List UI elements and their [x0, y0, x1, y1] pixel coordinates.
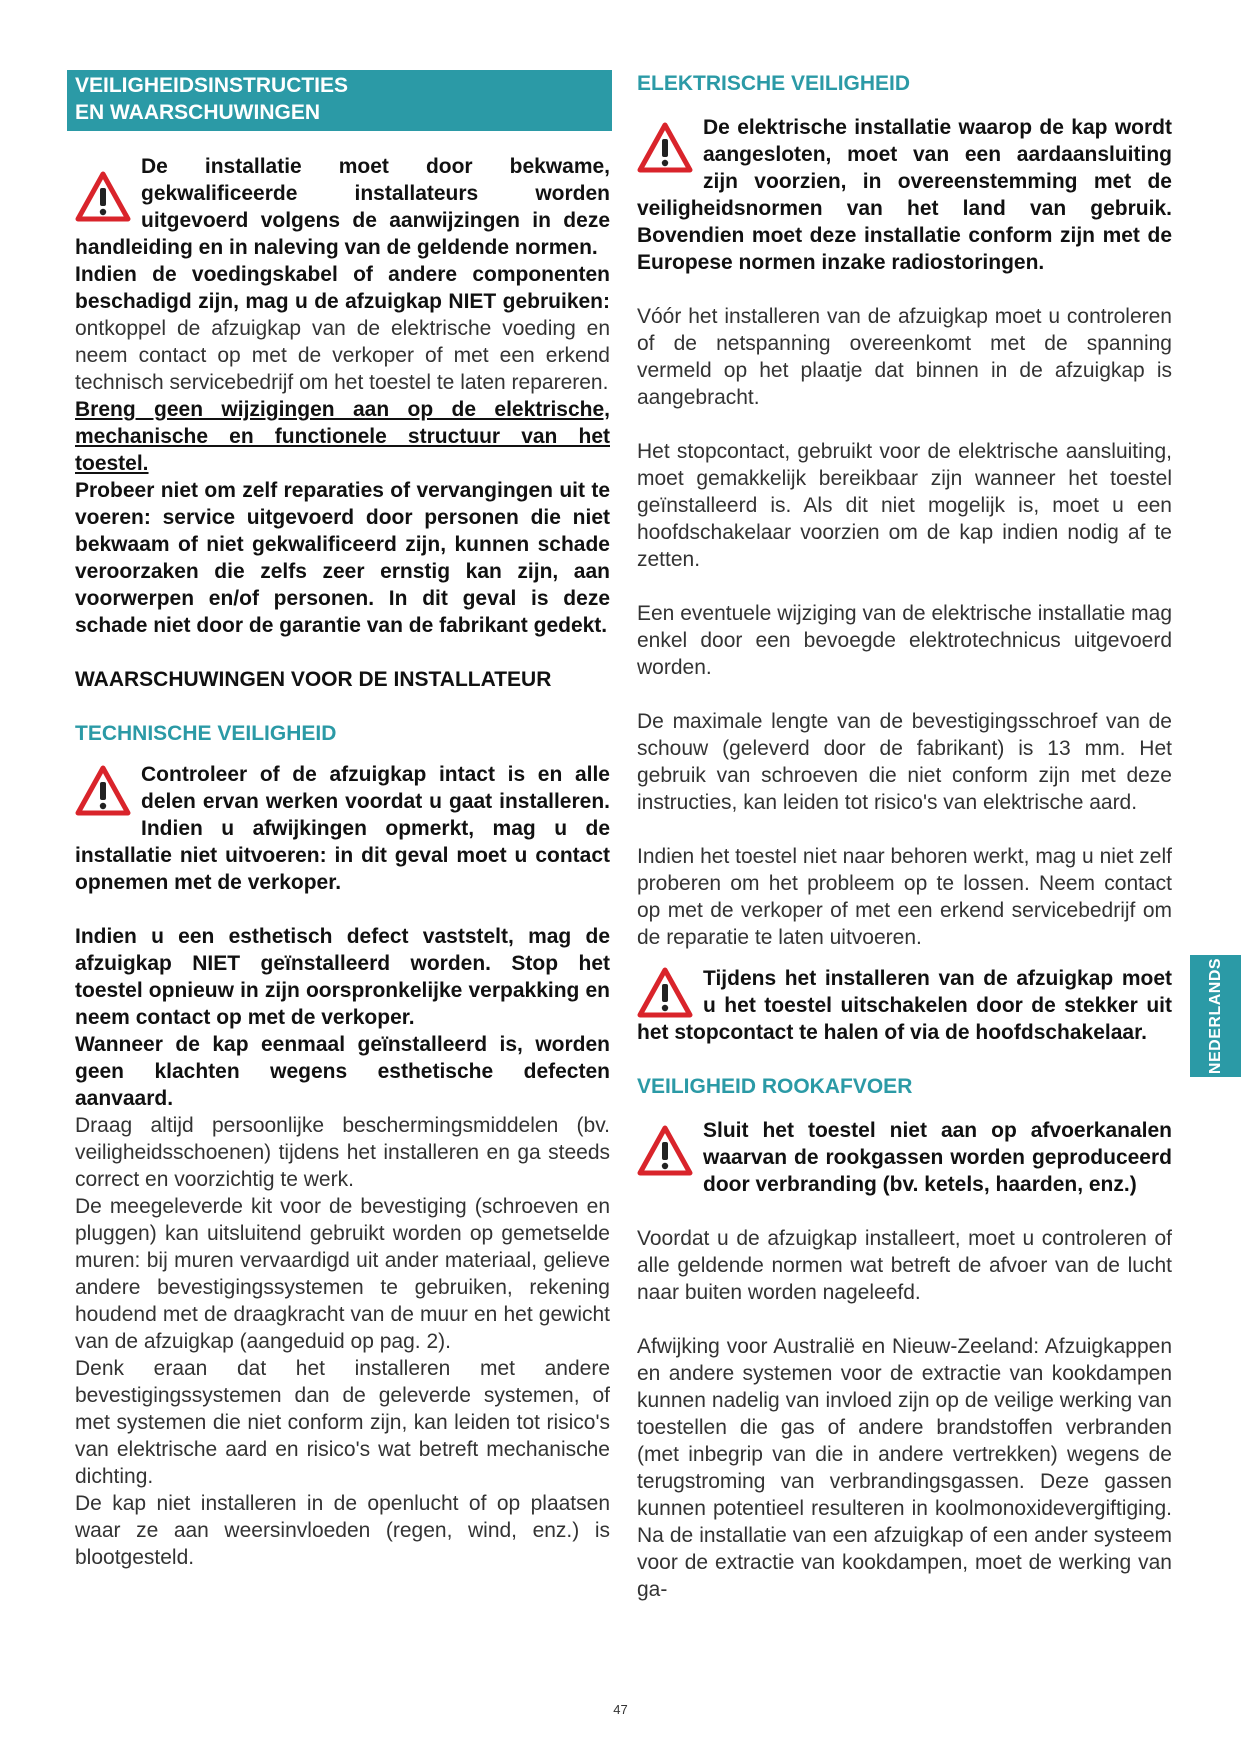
paragraph-malfunction: Indien het toestel niet naar behoren werkt, mag u niet zelf proberen om het probleem op te lossen. Neem contact op met de verkoper of met een erkend servicebedrijf om de reparatie te laten uitvoeren.: [637, 845, 1172, 949]
paragraph-damaged-cable: [75, 261, 610, 396]
banner-line-1: VEILIGHEIDSINSTRUCTIES: [75, 74, 349, 97]
heading-electrical-safety: ELEKTRISCHE VEILIGHEID: [637, 72, 911, 95]
paragraph-voltage: Vóór het installeren van de afzuigkap moet u controleren of de netspanning overeenkomt met de spanning vermeld op het plaatje dat binnen in de afzuigkap is aangebracht.: [637, 305, 1172, 409]
paragraph-other-fixing-systems: Denk eraan dat het installeren met andere bevestigingssystemen dan de geleverde systemen, of met systemen die niet conform zijn, kan leiden tot risico's van elektrische aard en risico's wat betreft mechanische dichting.: [75, 1357, 610, 1488]
warning-text: Sluit het toestel niet aan op afvoerkanalen waarvan de rookgassen worden geproduceerd door verbranding (bv. ketels, haarden, enz.): [703, 1119, 1172, 1196]
language-side-tab: [1190, 955, 1241, 1077]
paragraph-no-complaints: Wanneer de kap eenmaal geïnstalleerd is, worden geen klachten wegens esthetische defecten aanvaard.: [75, 1033, 610, 1110]
section-banner: [67, 70, 612, 131]
warning-text: De elektrische installatie waarop de kap wordt aangesloten, moet van een aardaansluiting zijn voorzien, in overeenstemming met de veiligheidsnormen van het land van gebruik. Bovendien moet deze installatie conform zijn met de Europese normen inzake radiostoringen.: [637, 116, 1172, 274]
warning-text: Controleer of de afzuigkap intact is en alle delen ervan werken voordat u gaat installeren. Indien u afwijkingen opmerkt, mag u de installatie niet uitvoeren: in dit geval moet u contact opnemen met de verkoper.: [75, 763, 610, 894]
warning-block-installation: [75, 153, 610, 261]
heading-installer-warnings: WAARSCHUWINGEN VOOR DE INSTALLATEUR: [75, 668, 552, 691]
right-column: [637, 70, 1172, 1603]
paragraph-aesthetic-defect: Indien u een esthetisch defect vaststelt, mag de afzuigkap NIET geïnstalleerd worden. Stop het toestel opnieuw in zijn oorspronkelijke verpakking en neem contact op met de verkoper.: [75, 925, 610, 1029]
text-light: ontkoppel de afzuigkap van de elektrische voeding en neem contact op met de verkoper of met een erkend technisch servicebedrijf om het toestel te laten repareren.: [75, 317, 610, 394]
banner-line-2: EN WAARSCHUWINGEN: [75, 101, 320, 124]
warning-triangle-icon: [75, 171, 131, 223]
paragraph-socket: Het stopcontact, gebruikt voor de elektrische aansluiting, moet gemakkelijk bereikbaar zijn wanneer het toestel geïnstalleerd is. Als dit niet mogelijk is, moet u een hoofdschakelaar voorzien om de kap indien nodig af te zetten.: [637, 440, 1172, 571]
warning-text: Tijdens het installeren van de afzuigkap moet u het toestel uitschakelen door de stekker uit het stopcontact te halen of via de hoofdschakelaar.: [637, 967, 1172, 1044]
paragraph-fixing-kit: De meegeleverde kit voor de bevestiging (schroeven en pluggen) kan uitsluitend gebruikt worden op gemetselde muren: bij muren vervaardigd uit ander materiaal, gelieve andere bevestigingssystemen te gebruiken, rekening houdend met de draagkracht van de muur en het gewicht van de afzuigkap (aangeduid op pag. 2).: [75, 1195, 610, 1353]
paragraph-screw-length: De maximale lengte van de bevestigingsschroef van de schouw (geleverd door de fabrikant) is 13 mm. Het gebruik van schroeven die niet conform zijn met deze instructies, kan leiden tot risico's van elektrische aard.: [637, 710, 1172, 814]
language-label: NEDERLANDS: [1206, 957, 1224, 1075]
warning-block-grounding: [637, 114, 1172, 276]
warning-block-intact: [75, 761, 610, 896]
paragraph-air-norms: Voordat u de afzuigkap installeert, moet u controleren of alle geldende normen wat betreft de afvoer van de lucht naar buiten worden nageleefd.: [637, 1227, 1172, 1304]
left-column: [75, 70, 610, 1571]
page-number: 47: [613, 1702, 628, 1717]
paragraph-protective-equipment: Draag altijd persoonlijke beschermingsmiddelen (bv. veiligheidsschoenen) tijdens het installeren en ga steeds correct en voorzichtig te werk.: [75, 1114, 610, 1191]
warning-block-flue: [637, 1117, 1172, 1198]
warning-triangle-icon: [637, 1125, 693, 1177]
paragraph-outdoor: De kap niet installeren in de openlucht of op plaatsen waar ze aan weersinvloeden (regen, wind, enz.) is blootgesteld.: [75, 1492, 610, 1569]
warning-block-unplug: [637, 965, 1172, 1046]
warning-triangle-icon: [637, 967, 693, 1019]
paragraph-no-modifications: Breng geen wijzigingen aan op de elektrische, mechanische en functionele structuur van het toestel.: [75, 398, 610, 475]
paragraph-australia: Afwijking voor Australië en Nieuw-Zeeland: Afzuigkappen en andere systemen voor de extractie van kookdampen kunnen nadelig van invloed zijn op de veilige werking van toestellen die gas of andere brandstoffen verbranden (met inbegrip van die in andere vertrekken) wegens de terugstroming van verbrandingsgassen. Deze gassen kunnen potentieel resulteren in koolmonoxidevergiftiging. Na de installatie van een afzuigkap of een ander systeem voor de extractie van kookdampen, moet de werking van ga-: [637, 1335, 1172, 1601]
text-bold: Indien de voedingskabel of andere componenten beschadigd zijn, mag u de afzuigkap NIET gebruiken:: [75, 263, 610, 313]
heading-smoke-safety: VEILIGHEID ROOKAFVOER: [637, 1075, 913, 1098]
warning-triangle-icon: [75, 765, 131, 817]
paragraph-modification: Een eventuele wijziging van de elektrische installatie mag enkel door een bevoegde elektrotechnicus uitgevoerd worden.: [637, 602, 1172, 679]
warning-triangle-icon: [637, 122, 693, 174]
heading-technical-safety: TECHNISCHE VEILIGHEID: [75, 722, 337, 745]
warning-text: De installatie moet door bekwame, gekwalificeerde installateurs worden uitgevoerd volgens de aanwijzingen in deze handleiding en in naleving van de geldende normen.: [75, 155, 610, 259]
paragraph-no-repairs: Probeer niet om zelf reparaties of vervangingen uit te voeren: service uitgevoerd door personen die niet bekwaam of niet gekwalificeerd zijn, kunnen schade veroorzaken die zelfs zeer ernstig kan zijn, aan voorwerpen en/of personen. In dit geval is deze schade niet door de garantie van de fabrikant gedekt.: [75, 479, 610, 637]
